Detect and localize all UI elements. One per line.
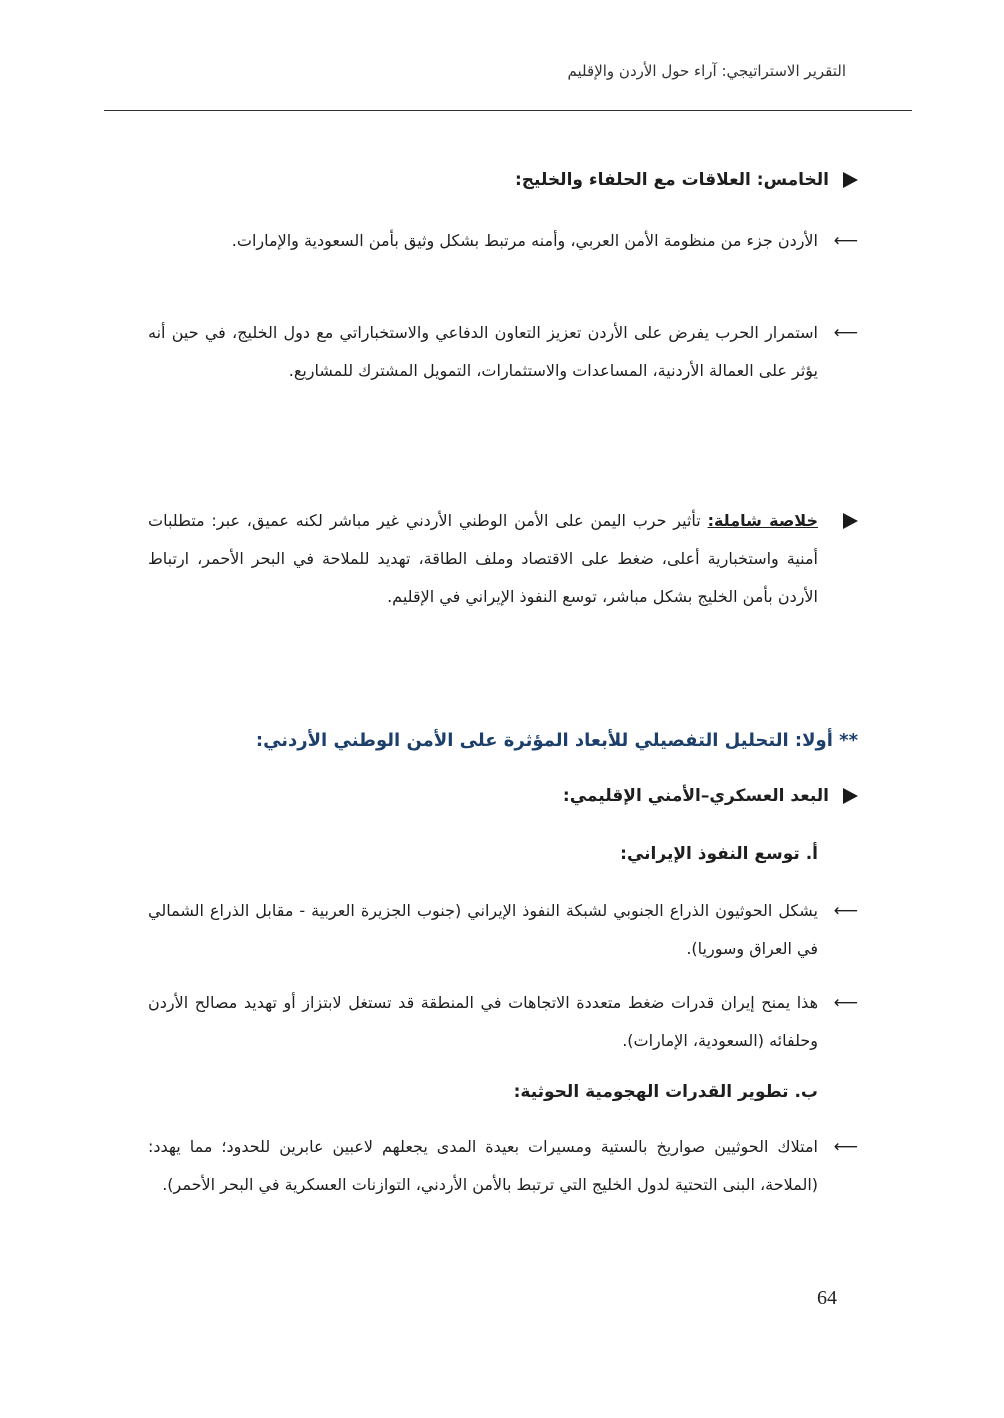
sub-heading-text: ب. تطوير القدرات الهجومية الحوثية: [513, 1082, 818, 1102]
triangle-bullet-icon [843, 172, 858, 188]
list-item [148, 984, 858, 1060]
running-header: التقرير الاستراتيجي: آراء حول الأردن والإقليم [567, 62, 846, 80]
summary-label: خلاصة شاملة: [707, 511, 818, 530]
triangle-bullet-icon [843, 513, 858, 529]
list-item [148, 1128, 858, 1204]
item-text: هذا يمنح إيران قدرات ضغط متعددة الاتجاهات في المنطقة قد تستغل لابتزاز أو تهديد مصالح الأردن وحلفائه (السعودية، الإمارات). [148, 993, 818, 1050]
item-text: الأردن جزء من منظومة الأمن العربي، وأمنه مرتبط بشكل وثيق بأمن السعودية والإمارات. [231, 231, 818, 250]
arrow-bullet-icon: ⟵ [833, 993, 858, 1013]
item-text: يشكل الحوثيون الذراع الجنوبي لشبكة النفوذ الإيراني (جنوب الجزيرة العربية - مقابل الذراع الشمالي في العراق وسوريا). [148, 901, 818, 958]
heading-text: الخامس: العلاقات مع الحلفاء والخليج: [515, 170, 829, 190]
summary-text: تأثير حرب اليمن على الأمن الوطني الأردني غير مباشر لكنه عميق، عبر: متطلبات أمنية واستخبارية أعلى، ضغط على الاقتصاد وملف الطاقة، تهديد للملاحة في البحر الأحمر، ارتباط الأردن بأمن الخليج بشكل مباشر، توسع النفوذ الإيراني في الإقليم. [148, 511, 818, 606]
item-text: امتلاك الحوثيين صواريخ بالستية ومسيرات بعيدة المدى يجعلهم لاعبين عابرين للحدود؛ مما يهدد: (الملاحة، البنى التحتية لدول الخليج التي ترتبط بالأمن الأردني، التوازنات العسكرية في البحر الأحمر). [148, 1137, 818, 1194]
list-item [148, 222, 858, 260]
page-number: 64 [817, 1287, 837, 1309]
heading-text: البعد العسكري–الأمني الإقليمي: [562, 786, 829, 806]
arrow-bullet-icon: ⟵ [833, 323, 858, 343]
sub-heading-b [148, 1082, 858, 1102]
section-heading-military [148, 786, 858, 806]
header-divider [104, 110, 912, 111]
triangle-bullet-icon [843, 788, 858, 804]
section-heading-fifth [148, 170, 858, 190]
sub-heading-text: أ. توسع النفوذ الإيراني: [620, 844, 818, 864]
summary-paragraph [148, 502, 858, 616]
arrow-bullet-icon: ⟵ [833, 1137, 858, 1157]
section-title [148, 730, 858, 751]
list-item [148, 314, 858, 390]
list-item [148, 892, 858, 968]
arrow-bullet-icon: ⟵ [833, 901, 858, 921]
analysis-title: ** أولا: التحليل التفصيلي للأبعاد المؤثرة على الأمن الوطني الأردني: [255, 730, 858, 751]
arrow-bullet-icon: ⟵ [833, 231, 858, 251]
item-text: استمرار الحرب يفرض على الأردن تعزيز التعاون الدفاعي والاستخباراتي مع دول الخليج، في حين أنه يؤثر على العمالة الأردنية، المساعدات والاستثمارات، التمويل المشترك للمشاريع. [148, 323, 818, 380]
sub-heading-a [148, 844, 858, 864]
